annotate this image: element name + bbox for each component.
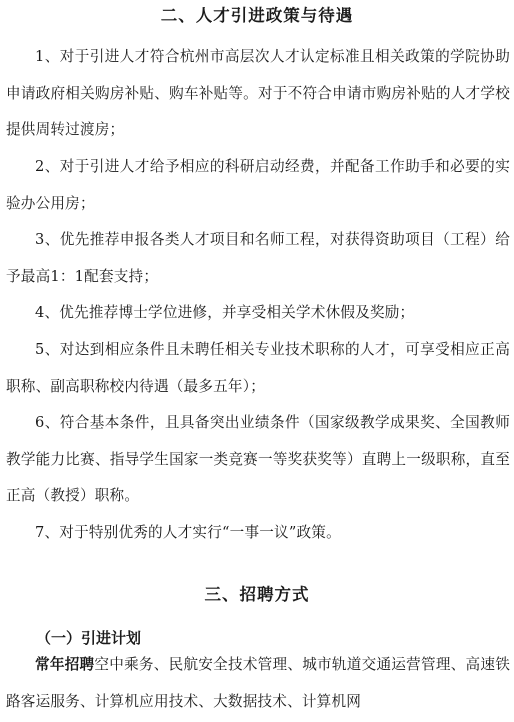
policy-item-1: 1、对于引进人才符合杭州市高层次人才认定标准且相关政策的学院协助申请政府相关购房补贴、购车补贴等。对于不符合申请市购房补贴的人才学校提供周转过渡房； — [6, 48, 510, 138]
section-heading-recruitment: 三、招聘方式 — [204, 585, 310, 604]
policy-item-6: 6、符合基本条件，且具备突出业绩条件（国家级教学成果奖、全国教师教学能力比赛、指导学生国家一类竞赛一等奖获奖等）直聘上一级职称，直至正高（教授）职称。 — [6, 414, 510, 504]
policy-item-4: 4、优先推荐博士学位进修，并享受相关学术休假及奖励； — [35, 304, 415, 321]
policy-item-2: 2、对于引进人才给予相应的科研启动经费，并配备工作助手和必要的实验办公用房； — [6, 158, 510, 212]
recruit-text: 空中乘务、民航安全技术管理、城市轨道交通运营管理、高速铁路客运服务、计算机应用技术、大数据技术、计算机网 — [6, 656, 510, 710]
policy-item-3: 3、优先推荐申报各类人才项目和名师工程，对获得资助项目（工程）给予最高1：1配套支持； — [6, 231, 510, 285]
recruit-label: 常年招聘 — [35, 656, 95, 673]
section-heading-policy: 二、人才引进政策与待遇 — [160, 6, 354, 25]
policy-item-7: 7、对于特别优秀的人才实行“一事一议”政策。 — [35, 524, 341, 541]
recruitment-paragraph — [6, 647, 510, 720]
policy-item-5: 5、对达到相应条件且未聘任相关专业技术职称的人才，可享受相应正高职称、副高职称校内待遇（最多五年）； — [6, 341, 510, 395]
subsection-heading-plan: （一）引进计划 — [36, 629, 142, 647]
